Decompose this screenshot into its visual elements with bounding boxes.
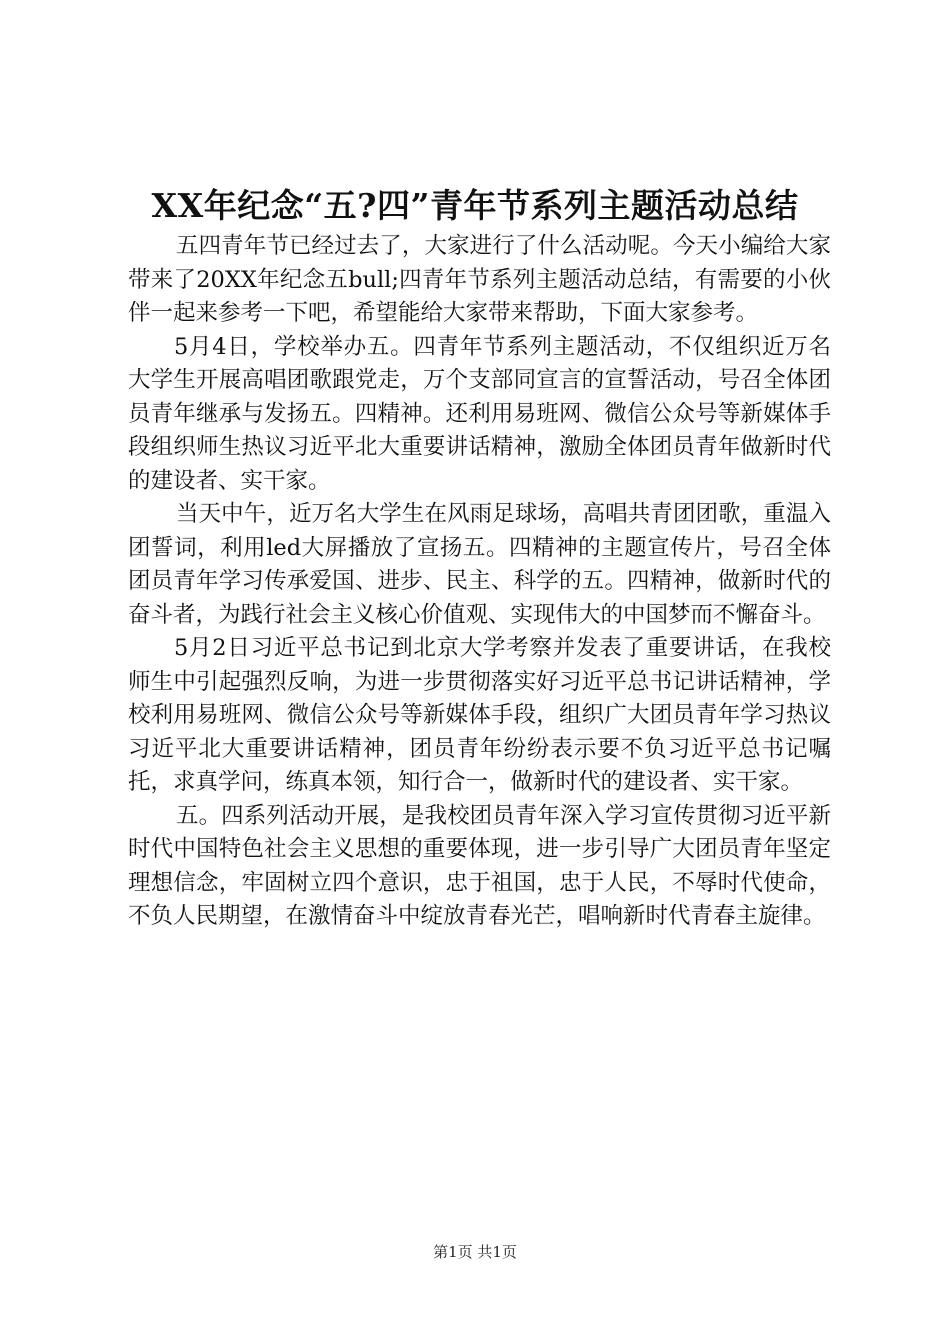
paragraph-conclusion: 五。四系列活动开展，是我校团员青年深入学习宣传贯彻习近平新时代中国特色社会主义思想的重要体现，进一步引导广大团员青年坚定理想信念，牢固树立四个意识，忠于祖国，忠于人民，不辱时代使命，不负人民期望，在激情奋斗中绽放青春光芒，唱响新时代青春主旋律。 — [128, 802, 831, 929]
paragraph-may-4-activities: 5月4日，学校举办五。四青年节系列主题活动，不仅组织近万名大学生开展高唱团歌跟党走，万个支部同宣言的宣誓活动，号召全体团员青年继承与发扬五。四精神。还利用易班网、微信公众号等新媒体手段组织师生热议习近平北大重要讲话精神，激励全体团员青年做新时代的建设者、实干家。 — [128, 333, 831, 494]
paragraph-may-2-speech: 5月2日习近平总书记到北京大学考察并发表了重要讲话，在我校师生中引起强烈反响，为进一步贯彻落实好习近平总书记讲话精神，学校利用易班网、微信公众号等新媒体手段，组织广大团员青年学习热议习近平北大重要讲话精神，团员青年纷纷表示要不负习近平总书记嘱托，求真学问，练真本领，知行合一，做新时代的建设者、实干家。 — [128, 635, 831, 795]
document-body — [128, 230, 831, 934]
document-title: XX年纪念“五?四”青年节系列主题活动总结 — [151, 186, 799, 225]
paragraph-intro: 五四青年节已经过去了，大家进行了什么活动呢。今天小编给大家带来了20XX年纪念五bull;四青年节系列主题活动总结，有需要的小伙伴一起来参考一下吧，希望能给大家带来帮助，下面大家参考。 — [128, 233, 831, 326]
paragraph-noon-event: 当天中午，近万名大学生在风雨足球场，高唱共青团团歌，重温入团誓词，利用led大屏播放了宣扬五。四精神的主题宣传片，号召全体团员青年学习传承爱国、进步、民主、科学的五。四精神，做新时代的奋斗者，为践行社会主义核心价值观、实现伟大的中国梦而不懈奋斗。 — [128, 501, 831, 628]
page-number-footer: 第1页 共1页 — [433, 1243, 517, 1261]
